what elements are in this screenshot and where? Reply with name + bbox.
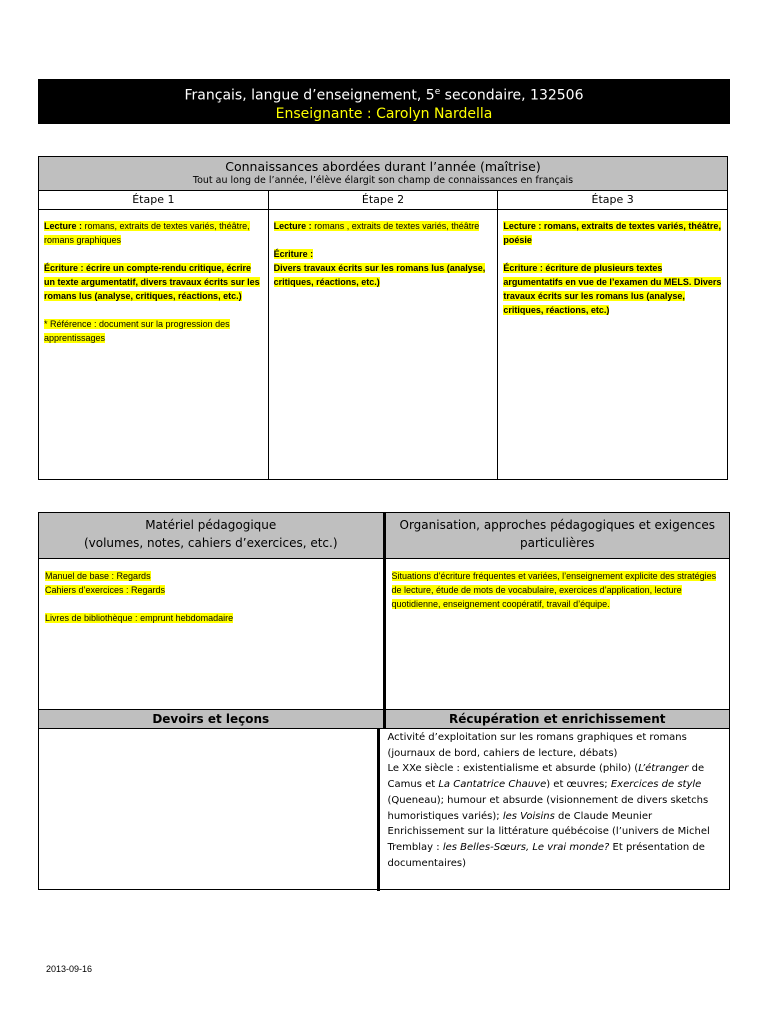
etape-1-reading: Lecture : romans, extraits de textes variés, théâtre, romans graphiques <box>44 221 250 245</box>
manual-text: Manuel de base : Regards <box>45 571 151 581</box>
document-header <box>38 79 730 124</box>
organisation-title: Organisation, approches pédagogiques et exigences particulières <box>399 518 715 550</box>
recovery-p2: Le XXe siècle : existentialisme et absurde (philo) (L’étranger de Camus et La Cantatrice Chauve) et œuvres; Exercices de style (Queneau); humour et absurde (visionnement de divers sketchs humoristiques variés); les Voisins de Claude Meunier <box>387 763 709 822</box>
etape-2-writing: Écriture : Divers travaux écrits sur les romans lus (analyse, critiques, réactions, etc.) <box>273 249 486 287</box>
material-content <box>39 559 386 709</box>
pedagogy-table <box>38 512 730 890</box>
etape-1-header: Étape 1 <box>39 191 268 210</box>
etape-2-header: Étape 2 <box>269 191 498 210</box>
footer-date: 2013-09-16 <box>46 964 93 974</box>
recovery-p1: Activité d’exploitation sur les romans graphiques et romans (journaux de bord, cahiers de lecture, débats) <box>387 732 687 759</box>
knowledge-table <box>38 156 728 480</box>
etape-2-reading: Lecture : romans , extraits de textes variés, théâtre <box>273 221 480 231</box>
organisation-text: Situations d’écriture fréquentes et variées, l’enseignement explicite des stratégies de lecture, étude de mots de vocabulaire, exercices d’application, lecture quotidienne, enseignement coopératif, travail d’équipe. <box>391 571 717 609</box>
organisation-header <box>386 513 730 558</box>
knowledge-subtitle: Tout au long de l’année, l’élève élargit son champ de connaissances en français <box>192 175 574 186</box>
recovery-p3: Enrichissement sur la littérature québécoise (l’univers de Michel Tremblay : les Belles-Sœurs, Le vrai monde? Et présentation de documentaires) <box>387 826 710 869</box>
etape-2-column <box>269 191 499 479</box>
recovery-header: Récupération et enrichissement <box>386 710 730 728</box>
material-header <box>39 513 386 558</box>
knowledge-title-block <box>39 157 727 191</box>
material-title: Matériel pédagogique <box>145 518 277 532</box>
etape-3-column <box>498 191 727 479</box>
etape-3-header: Étape 3 <box>498 191 727 210</box>
teacher-name: Enseignante : Carolyn Nardella <box>275 105 493 122</box>
course-title: Français, langue d’enseignement, 5e secondaire, 132506 <box>184 87 584 104</box>
homework-content <box>39 729 380 891</box>
etape-3-reading: Lecture : romans, extraits de textes variés, théâtre, poésie <box>503 221 721 245</box>
etape-3-writing: Écriture : écriture de plusieurs textes argumentatifs en vue de l’examen du MELS. Divers travaux écrits sur les romans lus (analyse, critiques, réactions, etc.) <box>503 263 722 315</box>
material-subtitle: (volumes, notes, cahiers d’exercices, etc.) <box>83 536 338 550</box>
knowledge-title: Connaissances abordées durant l’année (maîtrise) <box>225 159 541 174</box>
library-text: Livres de bibliothèque : emprunt hebdomadaire <box>45 613 234 623</box>
recovery-content <box>380 729 730 891</box>
etape-1-reference: * Référence : document sur la progression des apprentissages <box>44 319 230 343</box>
etape-1-column <box>39 191 269 479</box>
homework-header: Devoirs et leçons <box>39 710 386 728</box>
etape-1-writing: Écriture : écrire un compte-rendu critique, écrire un texte argumentatif, divers travaux écrits sur les romans lus (analyse, critiques, réactions, etc.) <box>44 263 260 301</box>
exercises-text: Cahiers d’exercices : Regards <box>45 585 166 595</box>
organisation-content <box>386 559 730 709</box>
